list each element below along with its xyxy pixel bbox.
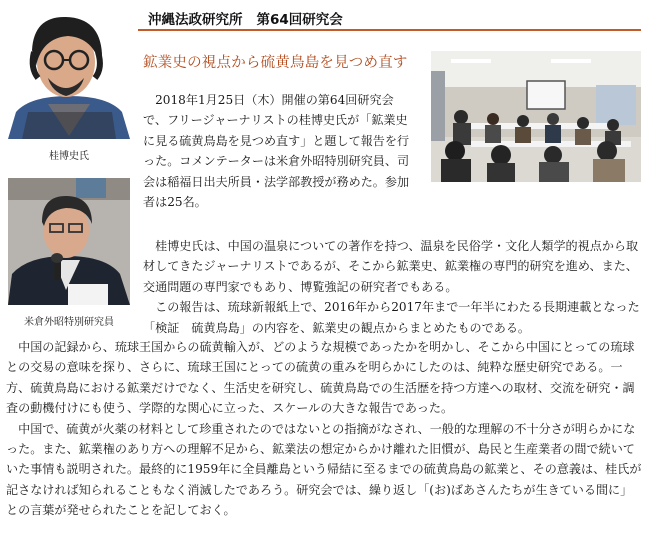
page-header: [148, 8, 343, 28]
article-title: 鉱業史の視点から硫黄鳥島を見つめ直す: [143, 55, 408, 71]
presenter-photo: [8, 8, 130, 139]
meeting-photo: [431, 51, 641, 182]
commentator-caption: 米倉外昭特別研究員: [24, 317, 114, 328]
intro-paragraph: 2018年1月25日（木）開催の第64回研究会で、フリージャーナリストの桂博史氏が「鉱業史に見る硫黄鳥島を見つめ直す」と題して報告を行った。コメンテーターは米倉外昭特別研究員、司会は稲福日出夫所員・法学部教授が務めた。参加者は25名。: [143, 93, 410, 210]
body-paragraph-1: 桂博史氏は、中国の温泉についての著作を持つ、温泉を民俗学・文化人類学的視点から取材してきたジャーナリストであるが、そこから鉱業史、鉱業権の専門的研究を進め、また、交通問題の専門家でもあり、博覧強記の研究者でもある。 この報告は、琉球新報紙上で、2016年から2017年まで一年半にわたる長期連載となった「検証 硫黄鳥島」の内容を、鉱業史の観点からまとめたものである。: [143, 239, 640, 335]
header-rule: [138, 29, 641, 31]
organization-name: 沖縄法政研究所: [148, 12, 243, 28]
meeting-number: 第64回研究会: [256, 12, 343, 28]
commentator-photo: [8, 178, 130, 305]
body-paragraph-2: 中国の記録から、琉球王国からの硫黄輸入が、どのような規模であったかを明かし、そこから中国にとっての琉球との交易の意味を探り、さらに、琉球王国にとっての硫黄の重みを明らかにしたのは、純粋な歴史研究である。一方、硫黄鳥島における鉱業だけでなく、生活史を研究し、硫黄鳥島での生活歴を持つ方達への取材、交流を研究・調査の動機付けにも使う、学際的な関心に立った、スケールの大きな報告であった。 中国で、硫黄が火薬の材料として珍重されたのではないとの指摘がなされ、一般的な理解の不十分さが明らかになった。また、鉱業権のあり方への理解不足から、鉱業法の想定からかけ離れた旧慣が、島民と生産業者の間で続いていた事情も説明された。最終的に1959年に全員離島という帰結に至るまでの硫黄鳥島の鉱業と、その意義は、桂氏が記さなければ知られることもなく消滅したであろう。研究会では、繰り返し「(お)ばあさんたちが生きている間に」との言葉が発せられたことを記しておく。: [6, 340, 642, 518]
presenter-caption: 桂博史氏: [49, 151, 89, 162]
